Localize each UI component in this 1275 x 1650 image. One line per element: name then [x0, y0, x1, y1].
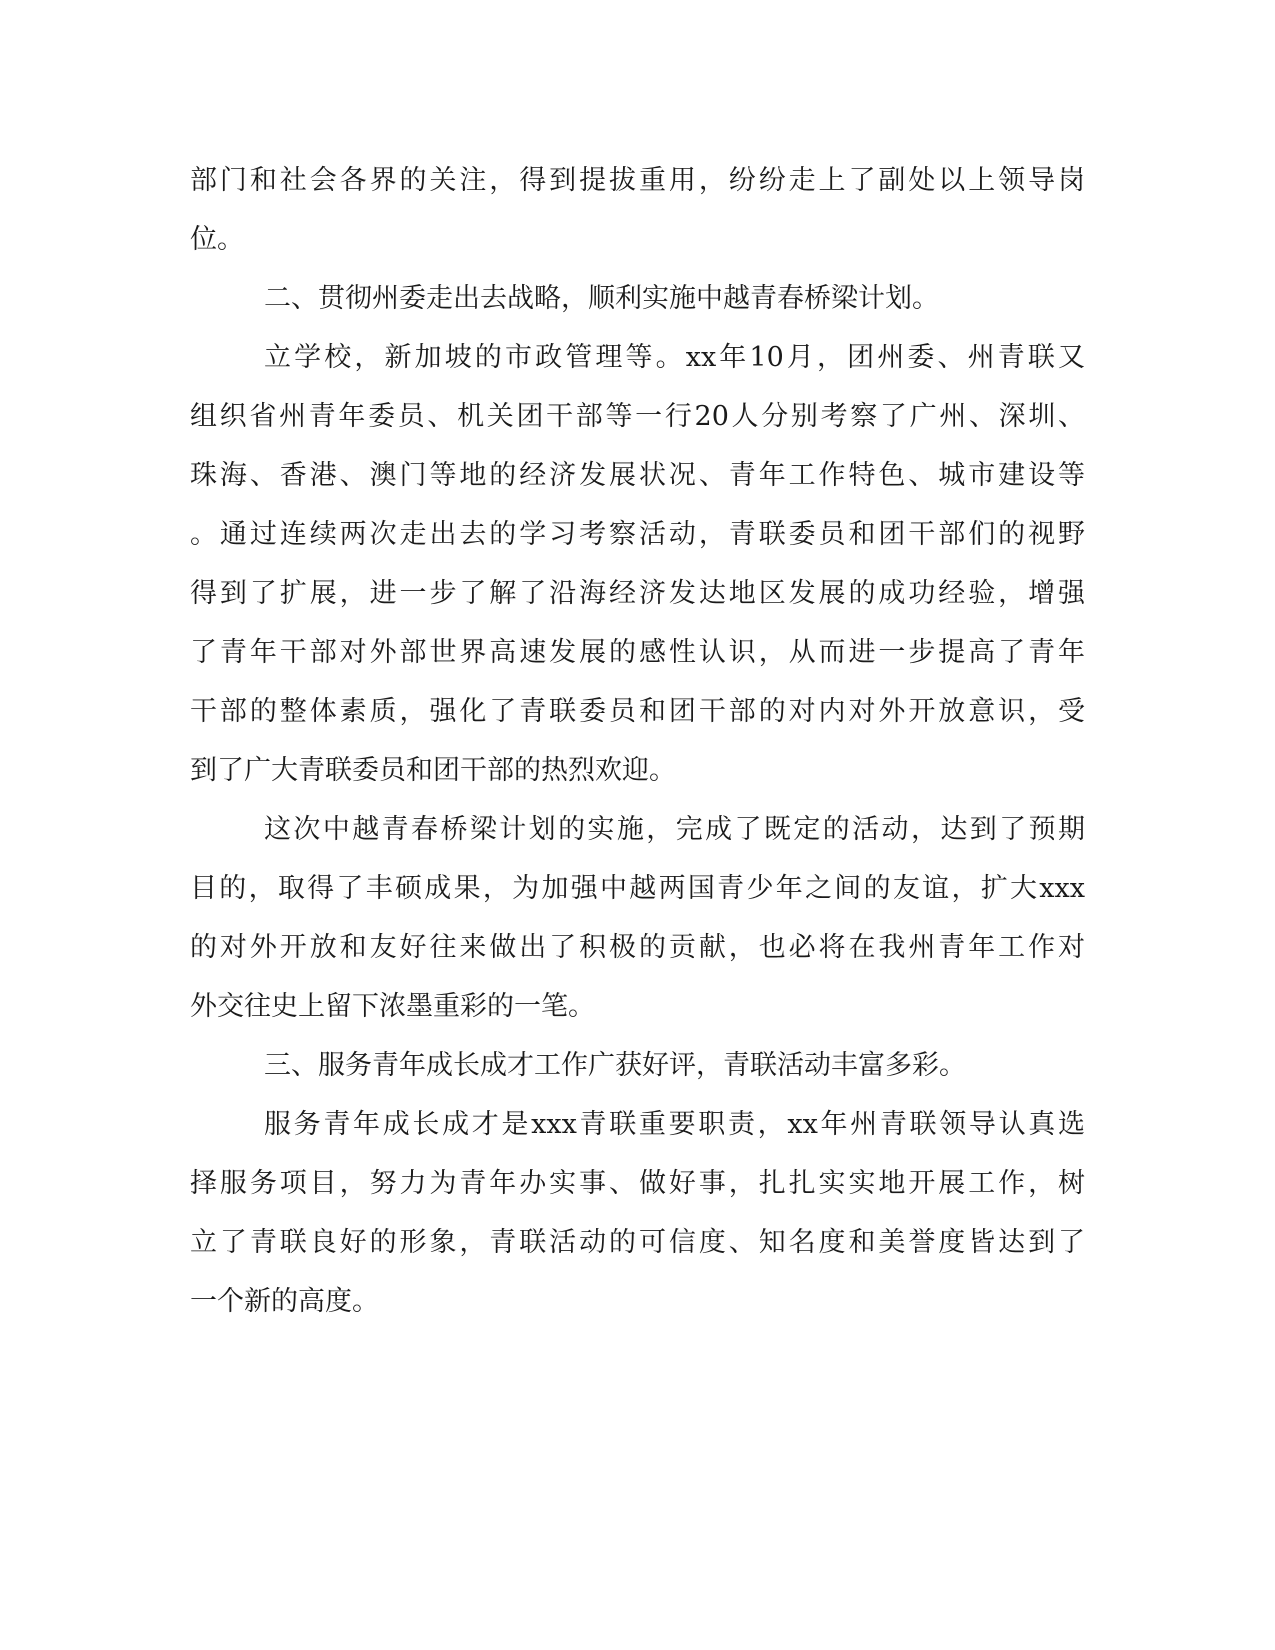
document-body — [190, 151, 1085, 1331]
text-line: 立了青联良好的形象，青联活动的可信度、知名度和美誉度皆达到了 — [190, 1227, 1085, 1258]
text-line: 的对外开放和友好往来做出了积极的贡献，也必将在我州青年工作对 — [190, 932, 1085, 963]
paragraph — [190, 800, 1085, 1036]
text-line: 干部的整体素质，强化了青联委员和团干部的对内对外开放意识，受 — [190, 696, 1085, 727]
text-line: 服务青年成长成才是xxx青联重要职责，xx年州青联领导认真选 — [264, 1109, 1085, 1140]
text-line: 外交往史上留下浓墨重彩的一笔。 — [190, 991, 595, 1022]
paragraph — [190, 1095, 1085, 1331]
text-line: 目的，取得了丰硕成果，为加强中越两国青少年之间的友谊，扩大xxx — [190, 873, 1085, 904]
text-line: 三、服务青年成长成才工作广获好评，青联活动丰富多彩。 — [264, 1050, 966, 1081]
paragraph — [190, 328, 1085, 800]
section-heading — [190, 269, 1085, 328]
text-line: 到了广大青联委员和团干部的热烈欢迎。 — [190, 755, 676, 786]
text-line: 得到了扩展，进一步了解了沿海经济发达地区发展的成功经验，增强 — [190, 578, 1085, 609]
text-line: 珠海、香港、澳门等地的经济发展状况、青年工作特色、城市建设等 — [190, 460, 1085, 491]
text-line: 位。 — [190, 224, 244, 255]
text-line: 。通过连续两次走出去的学习考察活动，青联委员和团干部们的视野 — [190, 519, 1085, 550]
text-line: 组织省州青年委员、机关团干部等一行20人分别考察了广州、深圳、 — [190, 401, 1085, 432]
paragraph — [190, 151, 1085, 269]
text-line: 择服务项目，努力为青年办实事、做好事，扎扎实实地开展工作，树 — [190, 1168, 1085, 1199]
text-line: 部门和社会各界的关注，得到提拔重用，纷纷走上了副处以上领导岗 — [190, 165, 1085, 196]
text-line: 了青年干部对外部世界高速发展的感性认识，从而进一步提高了青年 — [190, 637, 1085, 668]
section-heading — [190, 1036, 1085, 1095]
text-line: 二、贯彻州委走出去战略，顺利实施中越青春桥梁计划。 — [264, 283, 939, 314]
text-line: 这次中越青春桥梁计划的实施，完成了既定的活动，达到了预期 — [264, 814, 1085, 845]
text-line: 立学校，新加坡的市政管理等。xx年10月，团州委、州青联又 — [264, 342, 1085, 373]
text-line: 一个新的高度。 — [190, 1286, 379, 1317]
